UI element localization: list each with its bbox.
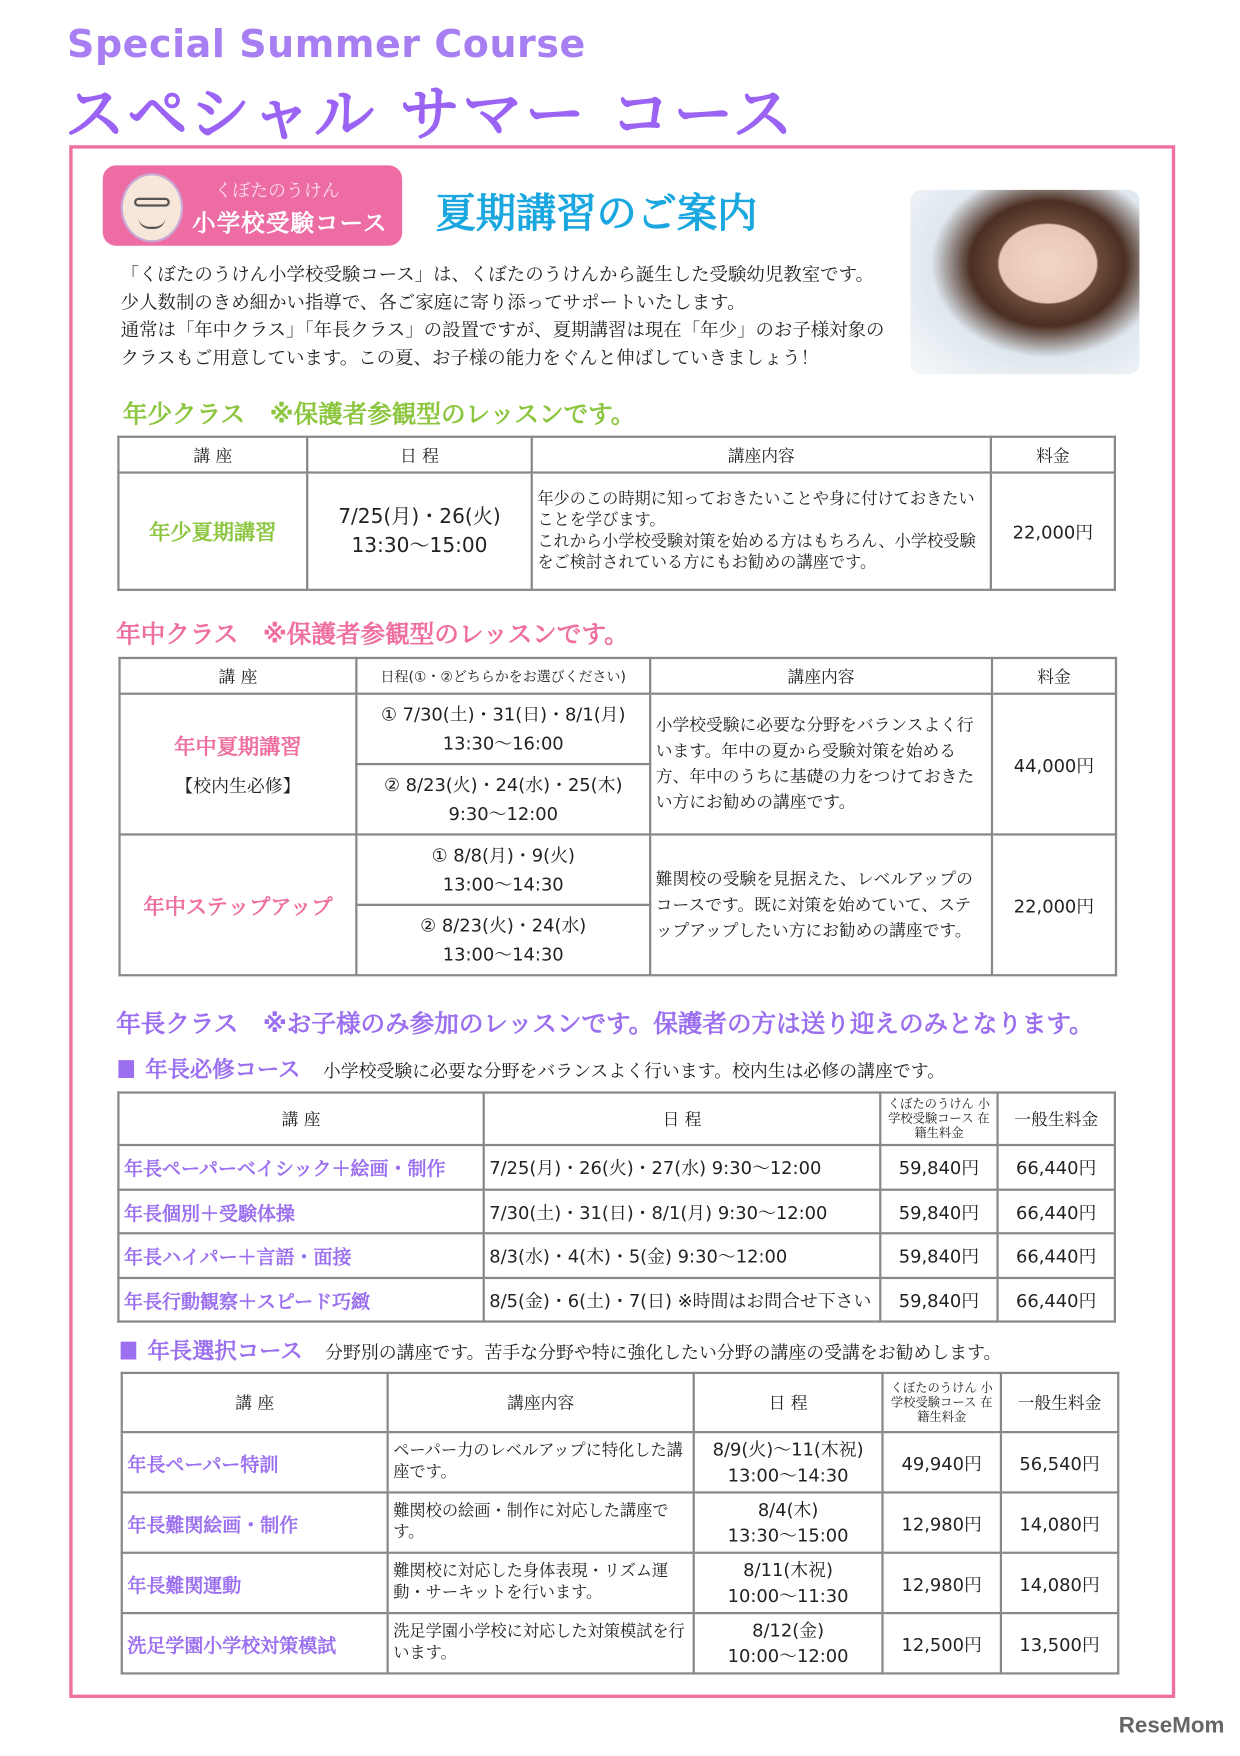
header-price: 料金 — [991, 437, 1115, 473]
table-header-row — [118, 437, 1114, 473]
header-course: 講 座 — [118, 437, 307, 473]
elective-course-heading — [121, 1333, 1002, 1365]
general-price: 14,080円 — [1001, 1553, 1118, 1613]
course-date: 8/11(木祝) — [743, 1559, 834, 1581]
table-header-row — [120, 658, 1116, 694]
square-bullet-icon — [118, 1060, 134, 1078]
child-photo — [910, 190, 1139, 374]
course-name: 年長行動観察＋スピード巧緻 — [118, 1277, 483, 1321]
course-schedule — [694, 1613, 883, 1673]
course-name: 年長個別＋受験体操 — [118, 1189, 483, 1233]
course-note: 【校内生必修】 — [175, 775, 301, 797]
option-time: 9:30〜12:00 — [448, 802, 559, 824]
resemom-logo: ReseMom — [1118, 1713, 1225, 1739]
course-content — [532, 473, 991, 590]
course-schedule — [694, 1553, 883, 1613]
course-content: 難関校に対応した身体表現・リズム運動・サーキットを行います。 — [388, 1553, 694, 1613]
course-time: 13:30〜15:00 — [351, 533, 488, 557]
course-name: 年長ペーパーベイシック＋絵画・制作 — [118, 1145, 483, 1189]
course-content: 難関校の絵画・制作に対応した講座です。 — [388, 1492, 694, 1552]
table-row — [122, 1492, 1118, 1552]
table-row — [118, 1189, 1114, 1233]
content-text: 年少のこの時期に知っておきたいことや身に付けておきたいことを学びます。 — [537, 489, 975, 529]
course-price: 22,000円 — [992, 834, 1116, 975]
header-price: 料金 — [992, 658, 1116, 694]
table-row — [120, 694, 1116, 764]
intro-text — [121, 260, 885, 372]
table-header-row — [118, 1093, 1114, 1146]
option-2 — [356, 905, 650, 975]
header-general-price: 一般生料金 — [1001, 1373, 1118, 1432]
square-bullet-icon — [121, 1342, 137, 1360]
nensho-heading: 年少クラス ※保護者参観型のレッスンです。 — [122, 401, 636, 429]
header-schedule: 日 程 — [484, 1093, 881, 1146]
course-time: 10:00〜12:00 — [727, 1645, 849, 1667]
course-schedule — [307, 473, 532, 590]
table-row — [122, 1432, 1118, 1492]
required-course-desc: 小学校受験に必要な分野をバランスよく行います。校内生は必修の講座です。 — [322, 1060, 946, 1082]
elective-course-title: 年長選択コース — [147, 1337, 303, 1364]
option-time: 13:00〜14:30 — [442, 943, 564, 965]
course-name: 年長ハイパー＋言語・面接 — [118, 1233, 483, 1277]
course-content: 小学校受験に必要な分野をバランスよく行います。年中の夏から受験対策を始める方、年中のうちに基礎の力をつけておきたい方にお勧めの講座です。 — [650, 694, 992, 835]
option-time: 13:00〜14:30 — [442, 873, 564, 895]
option-1 — [356, 694, 650, 764]
general-price: 66,440円 — [998, 1189, 1115, 1233]
table-row — [118, 1277, 1114, 1321]
table-row — [122, 1553, 1118, 1613]
course-schedule — [694, 1432, 883, 1492]
course-name: 年長ペーパー特訓 — [122, 1432, 388, 1492]
header-course: 講 座 — [118, 1093, 483, 1146]
header-content: 講座内容 — [388, 1373, 694, 1432]
option-time: 13:30〜16:00 — [442, 732, 564, 754]
course-badge — [103, 165, 402, 245]
course-schedule — [694, 1492, 883, 1552]
table-header-row — [122, 1373, 1118, 1432]
intro-line: 少人数制のきめ細かい指導で、各ご家庭に寄り添ってサポートいたします。 — [120, 291, 746, 313]
table-row — [120, 834, 1116, 904]
content-text: これから小学校受験対策を始める方はもちろん、小学校受験をご検討されている方にもお勧めの講座です。 — [537, 532, 976, 572]
course-name: 年長難関絵画・制作 — [122, 1492, 388, 1552]
option-date: ① 7/30(土)・31(日)・8/1(月) — [380, 703, 626, 725]
table-row — [122, 1613, 1118, 1673]
nencho-heading: 年長クラス ※お子様のみ参加のレッスンです。保護者の方は送り迎えのみとなります。 — [116, 1010, 1094, 1039]
course-content: ペーパー力のレベルアップに特化した講座です。 — [388, 1432, 694, 1492]
course-content: 洗足学園小学校に対応した対策模試を行います。 — [388, 1613, 694, 1673]
course-name: 年少夏期講習 — [118, 473, 307, 590]
option-date: ② 8/23(火)・24(水) — [420, 914, 587, 936]
course-schedule: 7/30(土)・31(日)・8/1(月) 9:30〜12:00 — [484, 1189, 881, 1233]
option-1 — [356, 834, 650, 904]
course-name: 洗足学園小学校対策模試 — [122, 1613, 388, 1673]
course-date: 8/12(金) — [752, 1619, 825, 1642]
nenchu-table — [118, 657, 1117, 976]
general-price: 66,440円 — [998, 1277, 1115, 1321]
header-schedule: 日 程 — [694, 1373, 883, 1432]
table-row — [118, 473, 1114, 590]
course-name: 年中夏期講習 — [174, 735, 302, 760]
header-content: 講座内容 — [532, 437, 991, 473]
required-course-title: 年長必修コース — [145, 1055, 301, 1083]
title-japanese: スペシャル サマー コース — [64, 79, 796, 150]
option-date: ① 8/8(月)・9(火) — [431, 843, 575, 866]
intro-line: 「くぼたのうけん小学校受験コース」は、くぼたのうけんから誕生した受験幼児教室です。 — [120, 263, 874, 285]
member-price: 59,840円 — [880, 1189, 997, 1233]
general-price: 13,500円 — [1001, 1613, 1118, 1673]
header-course: 講 座 — [120, 658, 357, 694]
course-name: 年中ステップアップ — [120, 834, 357, 975]
intro-line: クラスもご用意しています。この夏、お子様の能力をぐんと伸ばしていきましょう！ — [120, 347, 820, 369]
general-price: 66,440円 — [998, 1233, 1115, 1277]
header-member-price: くぼたのうけん 小学校受験コース 在籍生料金 — [883, 1373, 1001, 1432]
member-price: 59,840円 — [880, 1233, 997, 1277]
member-price: 59,840円 — [880, 1145, 997, 1189]
header-member-price: くぼたのうけん 小学校受験コース 在籍生料金 — [880, 1093, 997, 1146]
member-price: 59,840円 — [880, 1277, 997, 1321]
course-schedule: 8/5(金)・6(土)・7(日) ※時間はお問合せ下さい — [484, 1277, 881, 1321]
elective-course-desc: 分野別の講座です。苦手な分野や特に強化したい分野の講座の受講をお勧めします。 — [325, 1341, 1002, 1363]
course-time: 10:00〜11:30 — [727, 1585, 849, 1607]
general-price: 56,540円 — [1001, 1432, 1118, 1492]
intro-line: 通常は「年中クラス」「年長クラス」の設置ですが、夏期講習は現在「年少」のお子様対象の — [120, 319, 885, 341]
course-time: 13:00〜14:30 — [727, 1464, 849, 1486]
header-general-price: 一般生料金 — [998, 1093, 1115, 1146]
elective-course-table — [121, 1372, 1120, 1675]
member-price: 49,940円 — [883, 1432, 1001, 1492]
course-content: 難関校の受験を見据えた、レベルアップのコースです。既に対策を始めていて、ステップアップしたい方にお勧めの講座です。 — [650, 834, 992, 975]
course-schedule: 7/25(月)・26(火)・27(水) 9:30〜12:00 — [484, 1145, 881, 1189]
course-time: 13:30〜15:00 — [727, 1524, 849, 1547]
member-price: 12,980円 — [883, 1492, 1001, 1552]
member-price: 12,980円 — [883, 1553, 1001, 1613]
general-price: 14,080円 — [1001, 1492, 1118, 1552]
course-price: 22,000円 — [991, 473, 1115, 590]
option-2 — [356, 764, 650, 834]
required-course-table — [117, 1091, 1116, 1322]
header-schedule: 日 程 — [307, 437, 532, 473]
badge-subtitle: くぼたのうけん — [214, 179, 340, 202]
course-name-cell — [120, 694, 357, 835]
course-date: 8/9(火)〜11(木祝) — [712, 1438, 864, 1461]
required-course-heading — [118, 1051, 945, 1083]
course-date: 8/4(木) — [757, 1499, 819, 1521]
course-name: 年長難関運動 — [122, 1553, 388, 1613]
table-row — [118, 1233, 1114, 1277]
course-price: 44,000円 — [992, 694, 1116, 835]
guide-title: 夏期講習のご案内 — [435, 191, 758, 237]
header-course: 講 座 — [122, 1373, 388, 1432]
table-row — [118, 1145, 1114, 1189]
course-schedule: 8/3(水)・4(木)・5(金) 9:30〜12:00 — [484, 1233, 881, 1277]
mascot-face-icon — [121, 173, 184, 242]
badge-title: 小学校受験コース — [192, 210, 388, 237]
header-content: 講座内容 — [650, 658, 992, 694]
nenchu-heading: 年中クラス ※保護者参観型のレッスンです。 — [116, 621, 629, 650]
option-date: ② 8/23(火)・24(水)・25(木) — [383, 773, 623, 795]
general-price: 66,440円 — [998, 1145, 1115, 1189]
course-date: 7/25(月)・26(火) — [338, 504, 501, 528]
header-schedule: 日程(①・②どちらかをお選びください) — [356, 658, 650, 694]
member-price: 12,500円 — [883, 1613, 1001, 1673]
title-english: Special Summer Course — [67, 22, 586, 68]
nensho-table — [117, 436, 1116, 591]
